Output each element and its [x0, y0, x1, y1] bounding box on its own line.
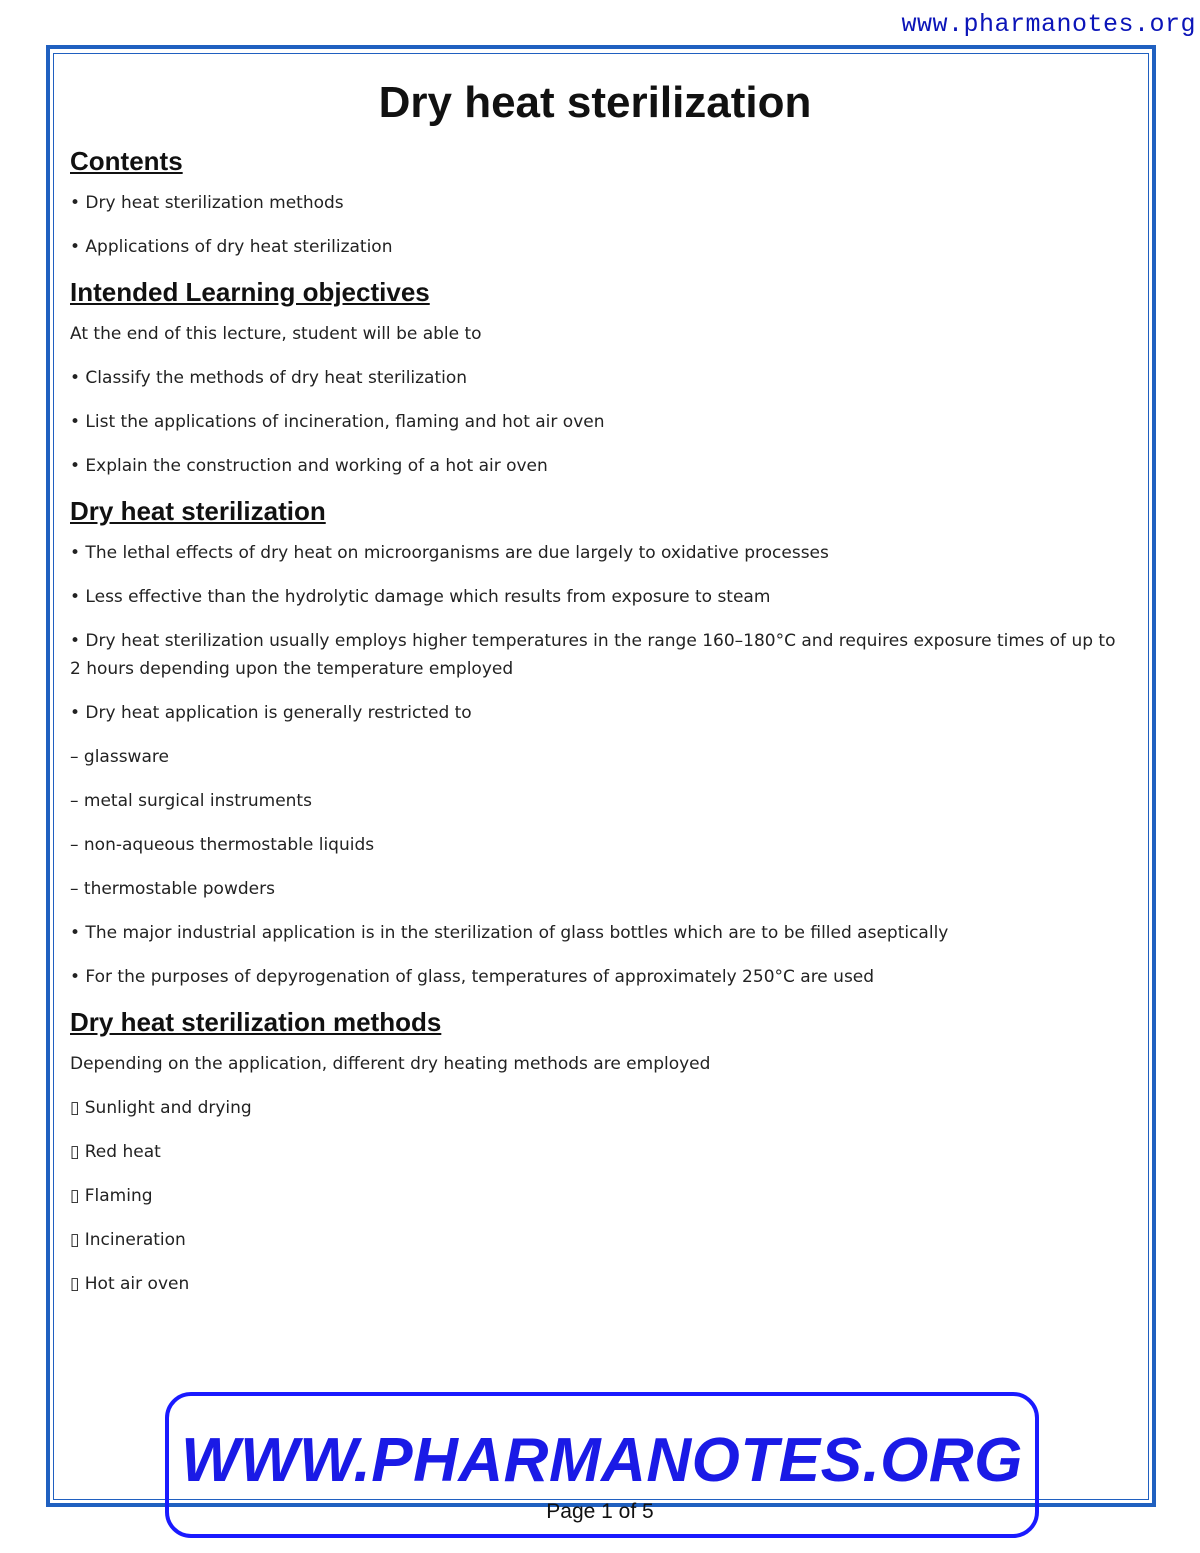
list-item: • Classify the methods of dry heat sterilization — [70, 368, 468, 388]
page-number: Page 1 of 5 — [546, 1500, 654, 1523]
list-item: – metal surgical instruments — [70, 791, 312, 811]
list-item: – glassware — [70, 747, 169, 767]
list-item: • Less effective than the hydrolytic damage which results from exposure to steam — [70, 587, 771, 607]
list-item: – thermostable powders — [70, 879, 275, 899]
section-heading: Dry heat sterilization methods — [70, 1007, 442, 1037]
section-heading: Dry heat sterilization — [70, 496, 326, 526]
section-dry-heat — [70, 496, 1120, 991]
list-item: • Dry heat sterilization methods — [70, 193, 344, 213]
list-item: • Applications of dry heat sterilization — [70, 237, 393, 257]
list-item: ▯ Sunlight and drying — [70, 1098, 252, 1118]
list-item: ▯ Incineration — [70, 1230, 186, 1250]
list-item: – non-aqueous thermostable liquids — [70, 835, 375, 855]
list-item: ▯ Red heat — [70, 1142, 161, 1162]
document-body — [70, 78, 1120, 1314]
list-item: ▯ Flaming — [70, 1186, 153, 1206]
section-methods — [70, 1007, 1120, 1298]
list-item: • Dry heat sterilization usually employs higher temperatures in the range 160–180°C and requires exposure times of up to 2 hours depending upon the temperature employed — [70, 631, 1116, 679]
section-contents — [70, 146, 1120, 261]
list-item: • The lethal effects of dry heat on microorganisms are due largely to oxidative processes — [70, 543, 829, 563]
list-item: ▯ Hot air oven — [70, 1274, 190, 1294]
list-item: • Explain the construction and working of a hot air oven — [70, 456, 548, 476]
header-url: www.pharmanotes.org — [901, 10, 1196, 39]
list-item: • The major industrial application is in the sterilization of glass bottles which are to be filled aseptically — [70, 923, 949, 943]
paragraph: Depending on the application, different dry heating methods are employed — [70, 1054, 711, 1074]
paragraph: At the end of this lecture, student will be able to — [70, 324, 482, 344]
list-item: • For the purposes of depyrogenation of glass, temperatures of approximately 250°C are used — [70, 967, 875, 987]
section-heading: Contents — [70, 146, 183, 176]
list-item: • List the applications of incineration, flaming and hot air oven — [70, 412, 605, 432]
watermark-text: WWW.PHARMANOTES.ORG — [181, 1426, 1023, 1495]
document-title: Dry heat sterilization — [378, 78, 812, 127]
section-heading: Intended Learning objectives — [70, 277, 430, 307]
list-item: • Dry heat application is generally restricted to — [70, 703, 472, 723]
section-learning-objectives — [70, 277, 1120, 480]
